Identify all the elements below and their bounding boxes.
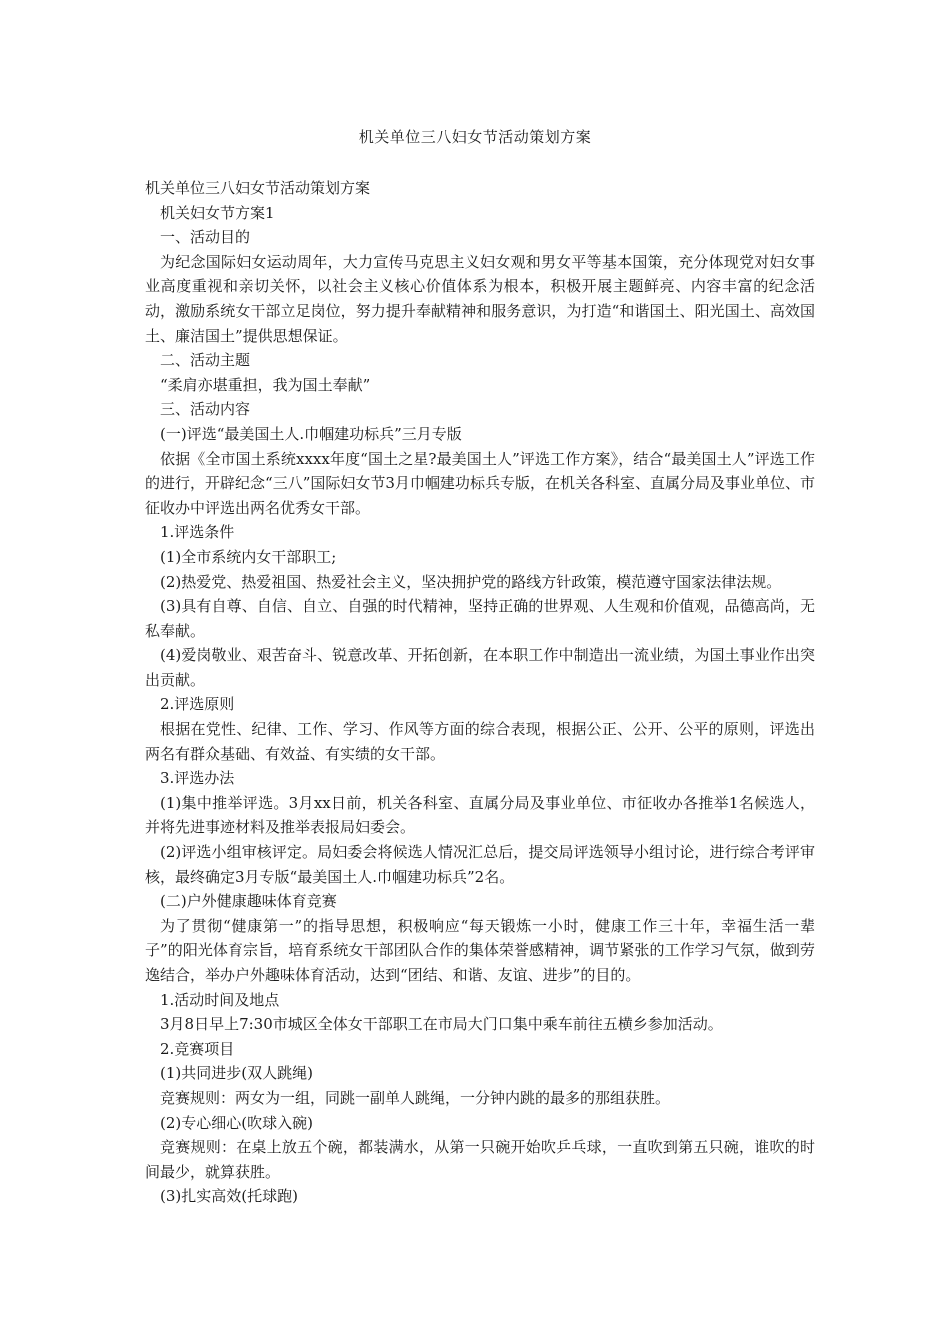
document-paragraph: 三、活动内容 [160, 400, 251, 419]
document-paragraph: 为纪念国际妇女运动周年，大力宣传马克思主义妇女观和男女平等基本国策，充分体现党对妇女事业高度重视和亲切关怀，以社会主义核心价值体系为根本，积极开展主题鲜亮、内容丰富的纪念活动，激励系统女干部立足岗位，努力提升奉献精神和服务意识，为打造“和谐国土、阳光国土、高效国土、廉洁国土”提供思想保证。 [145, 252, 815, 345]
document-paragraph: (2)热爱党、热爱祖国、热爱社会主义，坚决拥护党的路线方针政策，模范遵守国家法律法规。 [160, 572, 782, 591]
document-paragraph: 2.评选原则 [160, 695, 235, 714]
document-paragraph: (1)共同进步(双人跳绳) [160, 1064, 313, 1083]
document-paragraph: 二、活动主题 [160, 351, 251, 370]
document-paragraph: 机关妇女节方案1 [160, 203, 275, 222]
document-paragraph: 1.评选条件 [160, 523, 235, 542]
document-paragraph: 为了贯彻“健康第一”的指导思想，积极响应“每天锻炼一小时，健康工作三十年，幸福生活一辈子”的阳光体育宗旨，培育系统女干部团队合作的集体荣誉感精神，调节紧张的工作学习气氛，做到劳逸结合，举办户外趣味体育活动，达到“团结、和谐、友谊、进步”的目的。 [145, 916, 815, 984]
document-paragraph: (1)全市系统内女干部职工; [160, 547, 337, 566]
document-title: 机关单位三八妇女节活动策划方案 [358, 128, 592, 146]
document-body [145, 176, 815, 1209]
document-paragraph: 竞赛规则：两女为一组，同跳一副单人跳绳，一分钟内跳的最多的那组获胜。 [160, 1088, 671, 1107]
document-paragraph: 3.评选办法 [160, 769, 235, 788]
document-paragraph: (3)扎实高效(托球跑) [160, 1187, 298, 1206]
document-paragraph: (4)爱岗敬业、艰苦奋斗、锐意改革、开拓创新，在本职工作中制造出一流业绩，为国土事业作出突出贡献。 [145, 646, 815, 689]
document-paragraph: 一、活动目的 [160, 228, 251, 247]
document-paragraph: 依据《全市国土系统xxxx年度“国土之星?最美国土人”评选工作方案》，结合“最美国土人”评选工作的进行，开辟纪念“三八”国际妇女节3月巾帼建功标兵专版，在机关各科室、直属分局及事业单位、市征收办中评选出两名优秀女干部。 [145, 449, 815, 517]
document-paragraph: (二)户外健康趣味体育竞赛 [160, 892, 337, 911]
document-paragraph: 1.活动时间及地点 [160, 990, 280, 1009]
document-paragraph: 机关单位三八妇女节活动策划方案 [145, 179, 371, 197]
document-paragraph: (1)集中推举评选。3月xx日前，机关各科室、直属分局及事业单位、市征收办各推举1名候选人，并将先进事迹材料及推举表报局妇委会。 [145, 793, 815, 837]
document-paragraph: 竞赛规则：在桌上放五个碗，都装满水，从第一只碗开始吹乒乓球，一直吹到第五只碗，谁吹的时间最少，就算获胜。 [145, 1138, 815, 1181]
document-paragraph: “柔肩亦堪重担，我为国土奉献” [160, 375, 371, 394]
document-paragraph: (2)专心细心(吹球入碗) [160, 1113, 313, 1132]
document-paragraph: 根据在党性、纪律、工作、学习、作风等方面的综合表现，根据公正、公开、公平的原则，评选出两名有群众基础、有效益、有实绩的女干部。 [145, 720, 815, 763]
document-paragraph: 2.竞赛项目 [160, 1039, 235, 1058]
document-paragraph: (2)评选小组审核评定。局妇委会将候选人情况汇总后，提交局评选领导小组讨论，进行综合考评审核，最终确定3月专版“最美国土人.巾帼建功标兵”2名。 [145, 843, 815, 886]
document-paragraph: 3月8日早上7:30市城区全体女干部职工在市局大门口集中乘车前往五横乡参加活动。 [160, 1015, 723, 1034]
document-paragraph: (3)具有自尊、自信、自立、自强的时代精神，坚持正确的世界观、人生观和价值观，品德高尚，无私奉献。 [145, 597, 815, 640]
document-paragraph: (一)评选“最美国土人.巾帼建功标兵”三月专版 [160, 424, 462, 443]
